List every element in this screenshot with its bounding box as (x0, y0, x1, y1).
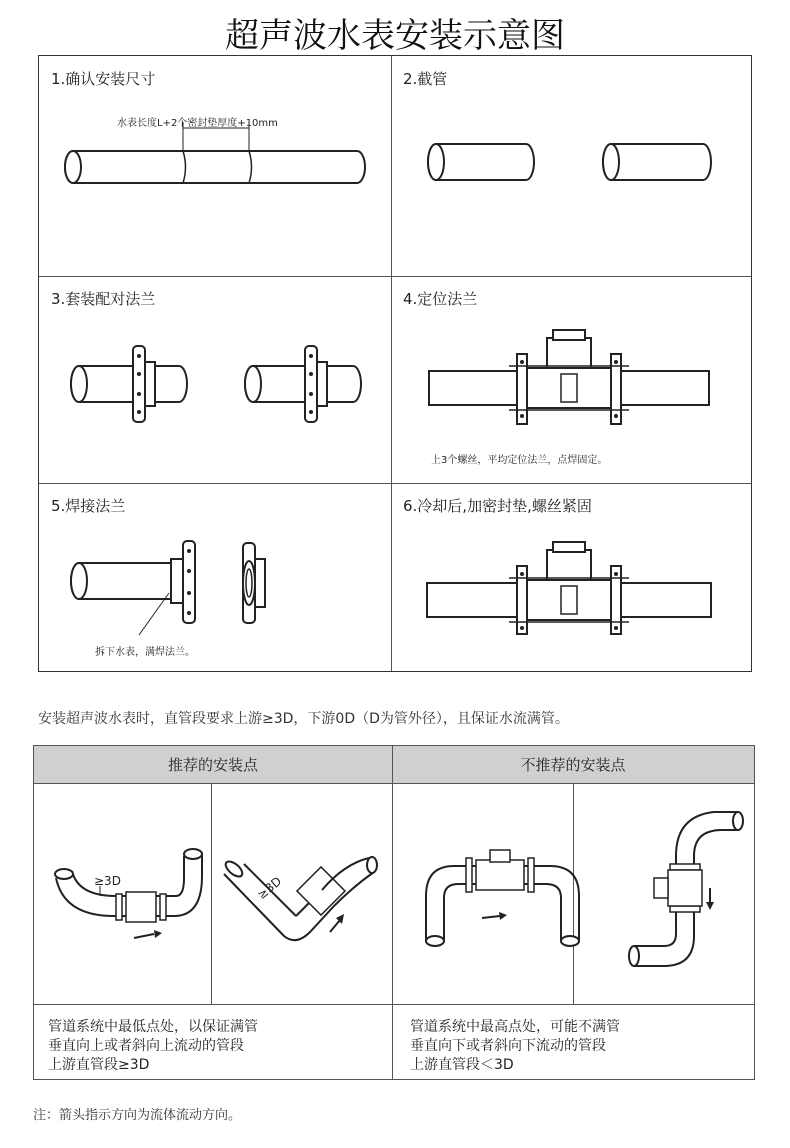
footnote: 注：箭头指示方向为流体流动方向。 (33, 1108, 242, 1123)
recommended-description (48, 1018, 258, 1075)
not-recommended-line-1: 管道系统中最高点处，可能不满管 (410, 1019, 620, 1035)
not-recommended-line-3: 上游直管段＜3D (410, 1057, 514, 1073)
step-4-panel (391, 276, 751, 483)
not-recommended-description (410, 1018, 620, 1075)
step-6-label: 6.冷却后,加密封垫,螺丝紧固 (403, 497, 592, 515)
meter-install-illustration (391, 483, 751, 671)
recommended-dimension-label: ≥3D (94, 874, 121, 888)
not-recommended-header: 不推荐的安装点 (392, 746, 754, 784)
flange-fit-illustration (39, 276, 391, 483)
recommended-line-2: 垂直向上或者斜向上流动的管段 (48, 1038, 244, 1054)
recommended-line-1: 管道系统中最低点处，以保证满管 (48, 1019, 258, 1035)
step-6-panel (391, 483, 751, 671)
step-3-label: 3.套装配对法兰 (51, 290, 156, 308)
install-location-table (33, 745, 755, 1080)
step-1-panel (39, 56, 391, 276)
step-5-caption: 拆下水表，满焊法兰。 (95, 647, 195, 658)
recommended-line-3: 上游直管段≥3D (48, 1057, 150, 1073)
step-4-label: 4.定位法兰 (403, 290, 478, 308)
not-recommended-line-2: 垂直向下或者斜向下流动的管段 (410, 1038, 606, 1054)
flange-weld-illustration (39, 483, 391, 671)
page-title: 超声波水表安装示意图 (225, 16, 565, 56)
installation-steps-grid (38, 55, 752, 672)
requirement-note: 安装超声波水表时，直管段要求上游≥3D，下游0D（D为管外径），且保证水流满管。 (38, 711, 569, 727)
step-5-panel (39, 483, 391, 671)
meter-position-illustration (391, 276, 751, 483)
recommended-header: 推荐的安装点 (34, 746, 392, 784)
pipe-measure-illustration (39, 56, 391, 276)
step-5-label: 5.焊接法兰 (51, 497, 126, 515)
step-2-label: 2.截管 (403, 70, 448, 88)
step-3-panel (39, 276, 391, 483)
not-recommended-downward-flow-illustration (34, 746, 754, 1006)
cut-pipe-illustration (391, 56, 751, 276)
step-4-caption: 上3个螺丝，平均定位法兰，点焊固定。 (431, 455, 608, 466)
step-2-panel (391, 56, 751, 276)
step-1-label: 1.确认安装尺寸 (51, 70, 156, 88)
step-1-dimension-caption: 水表长度L+2个密封垫厚度+10mm (117, 118, 278, 129)
recommended-slope-dimension-label: ≥3D (254, 873, 285, 903)
